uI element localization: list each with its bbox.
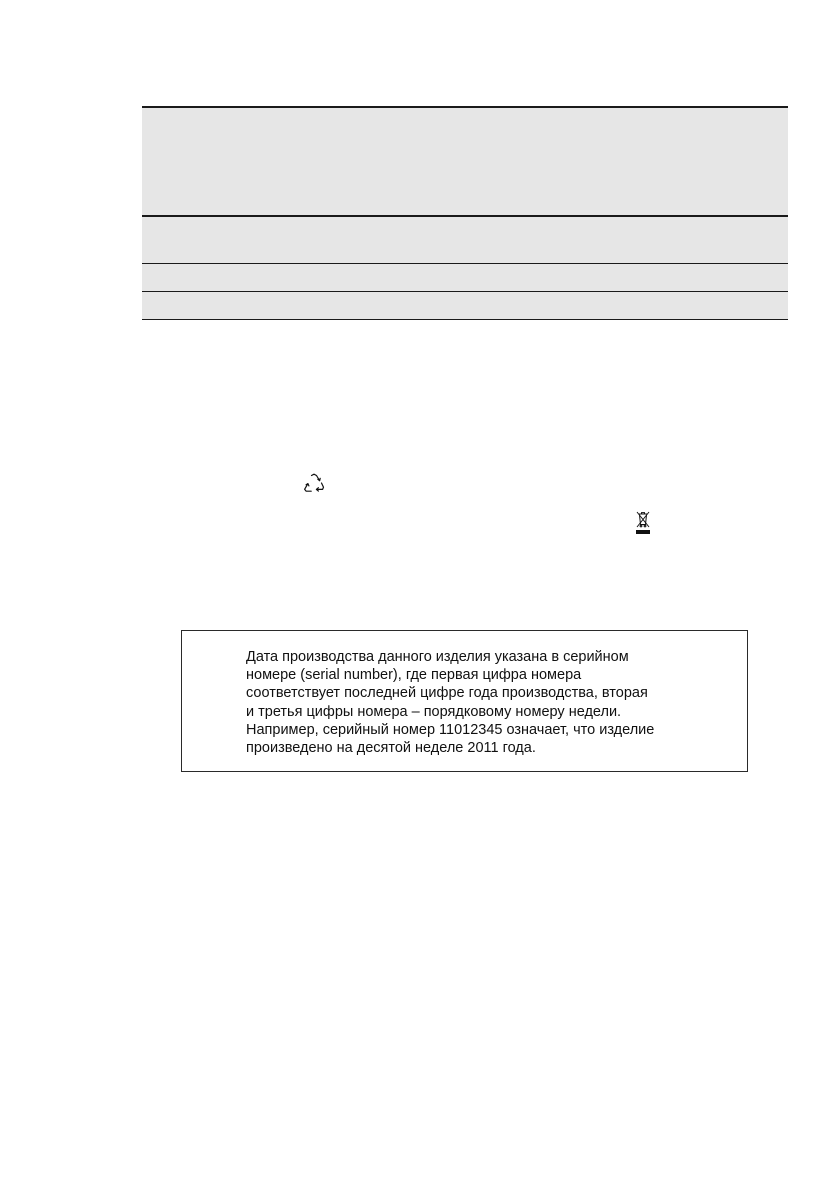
- note-line: и третья цифры номера – порядковому номеру недели.: [246, 703, 622, 720]
- note-line: Например, серийный номер 11012345 означает, что изделие: [246, 721, 655, 738]
- note-line: номере (serial number), где первая цифра номера: [246, 667, 582, 684]
- spec-table: [142, 106, 788, 320]
- spec-table-row: [142, 215, 788, 263]
- note-line: произведено на десятой неделе 2011 года.: [246, 740, 536, 757]
- spec-table-row: [142, 291, 788, 319]
- note-line: Дата производства данного изделия указана в серийном: [246, 649, 629, 665]
- recycle-icon: [302, 472, 326, 496]
- weee-crossed-bin-icon: [634, 509, 652, 535]
- note-line: соответствует последней цифре года производства, вторая: [246, 685, 648, 702]
- production-date-text: [246, 648, 736, 757]
- spec-table-row: [142, 263, 788, 291]
- production-date-note: [181, 630, 748, 772]
- spec-table-row: [142, 108, 788, 215]
